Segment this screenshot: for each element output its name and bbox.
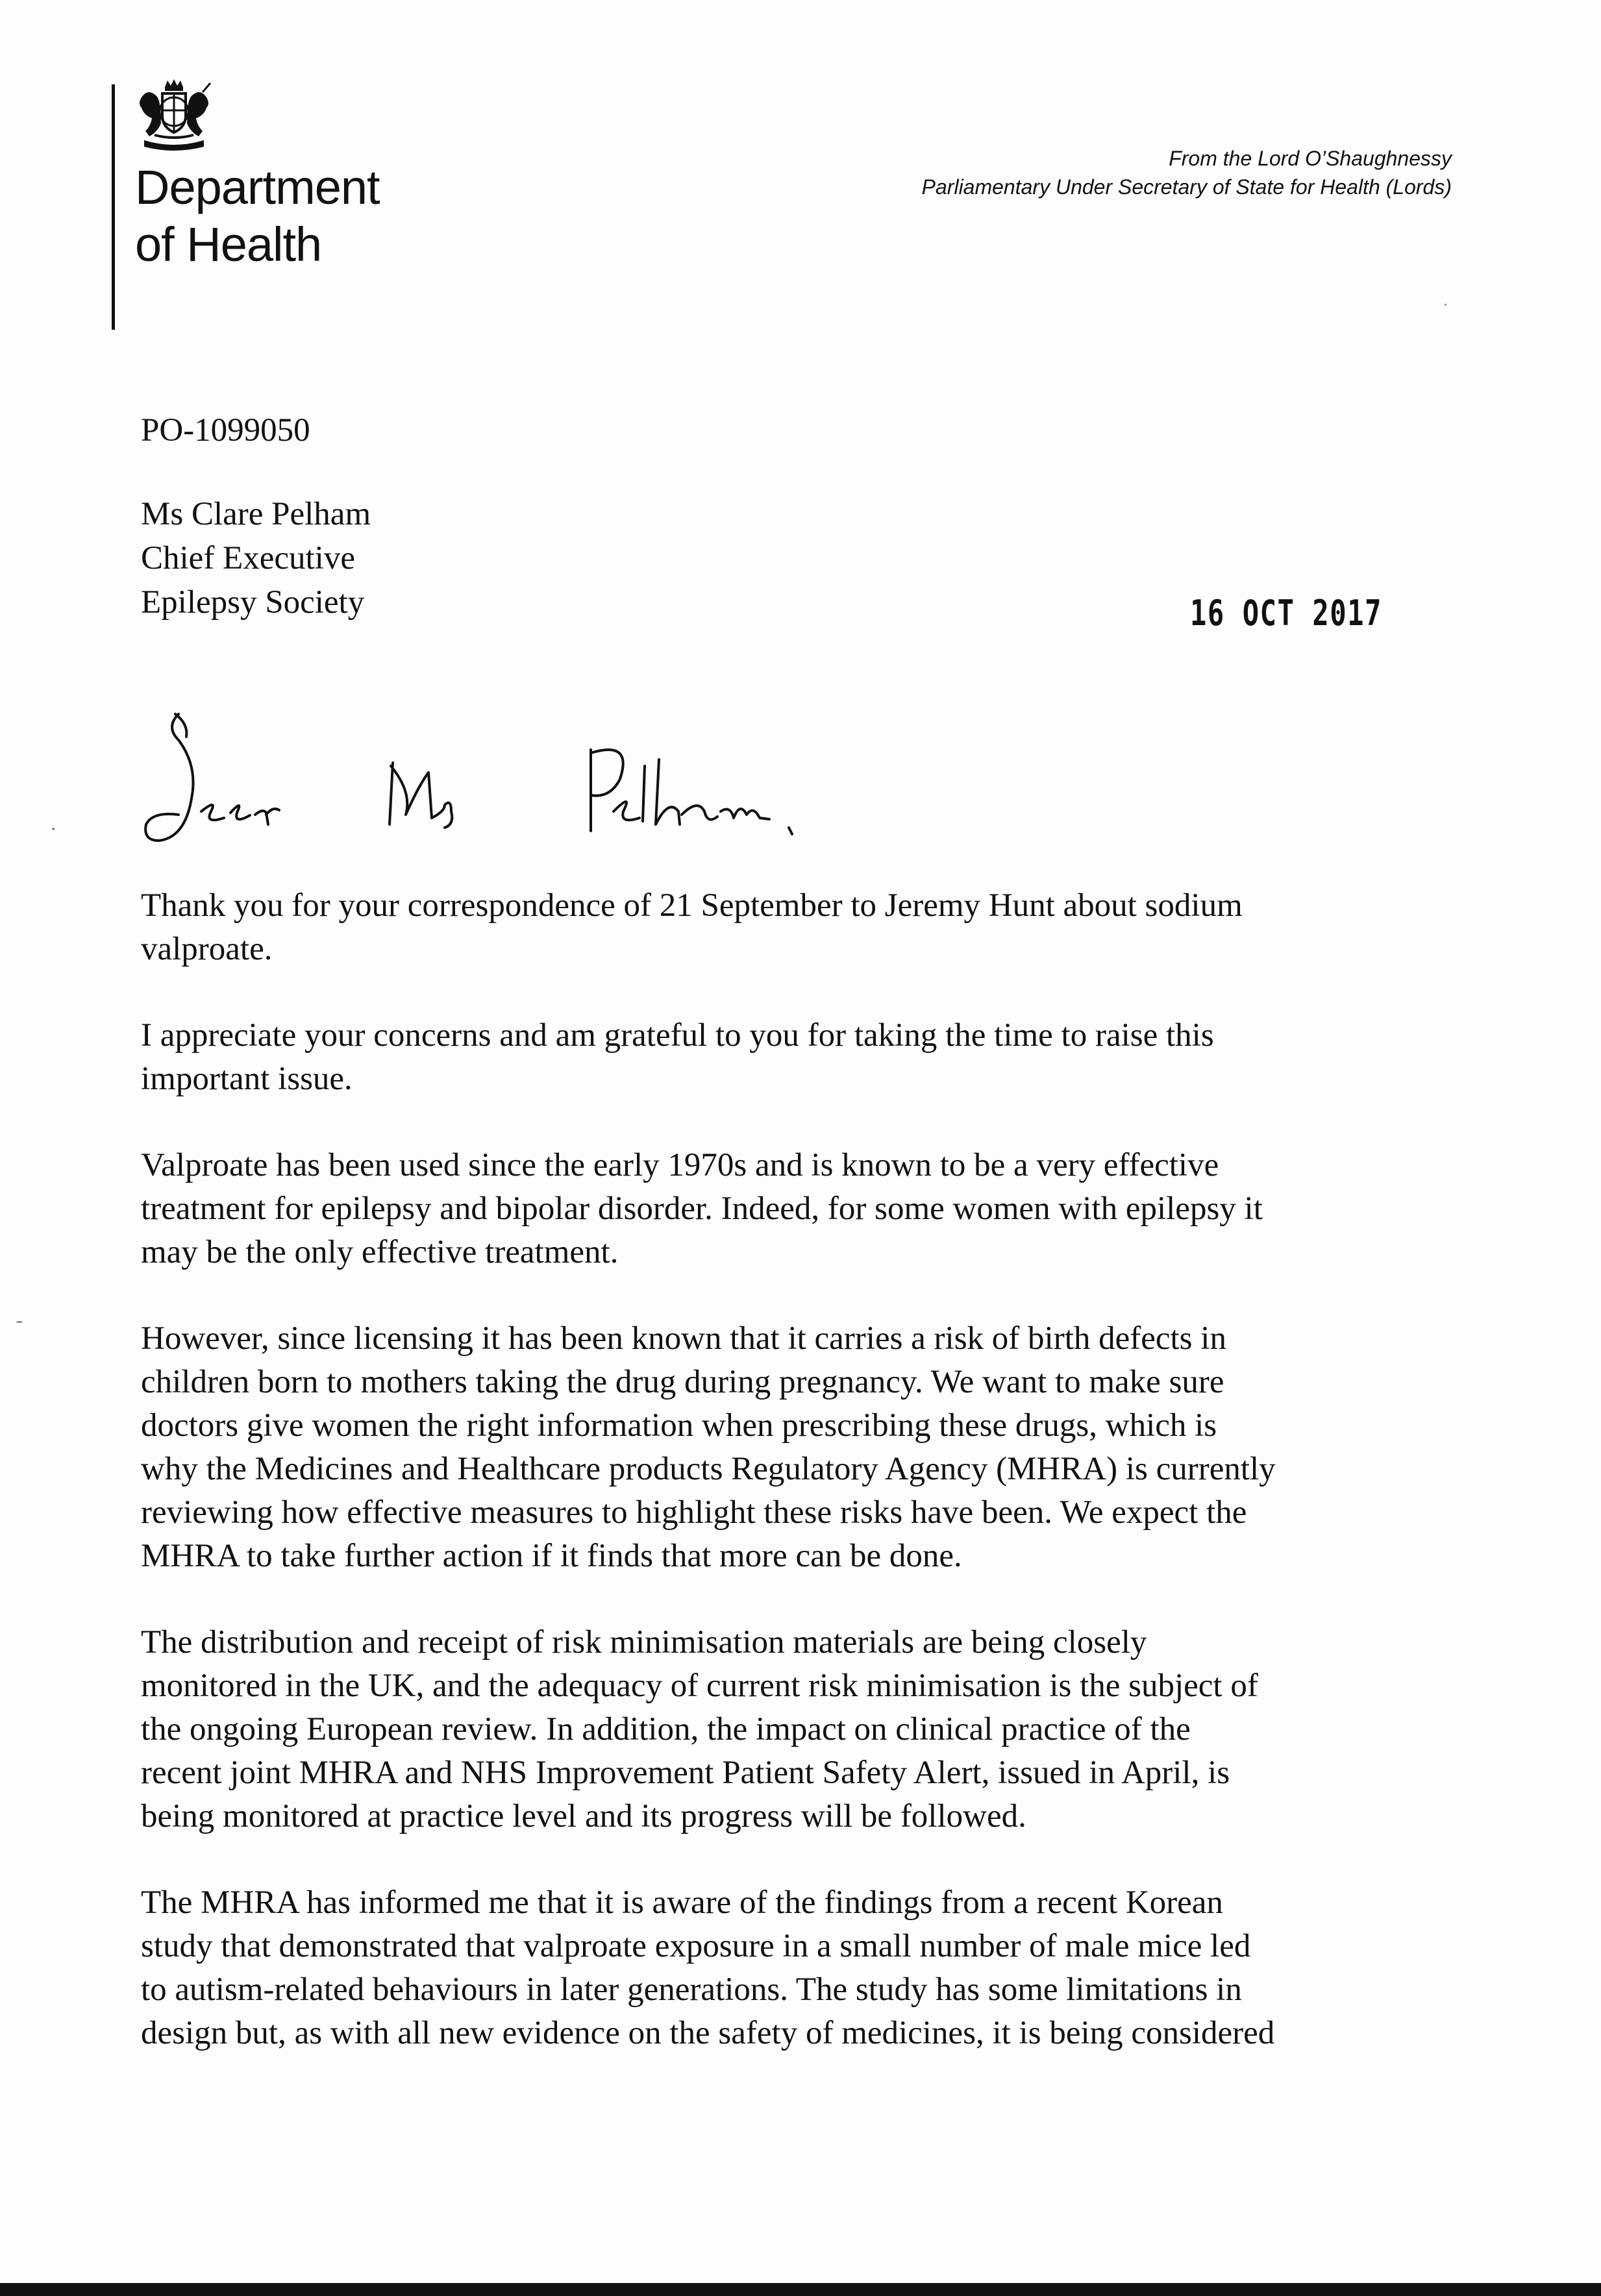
paragraph-line: However, since licensing it has been known that it carries a risk of birth defects in <box>141 1320 1226 1357</box>
recipient-address <box>141 492 371 624</box>
recipient-organisation: Epilepsy Society <box>141 584 365 621</box>
paragraph-2 <box>141 1014 1459 1101</box>
paragraph-line: The distribution and receipt of risk minimisation materials are being closely <box>141 1624 1147 1660</box>
paragraph-line: to autism-related behaviours in later generations. The study has some limitations in <box>141 1971 1242 2008</box>
paragraph-3 <box>141 1144 1459 1274</box>
date-stamp: 16 OCT 2017 <box>1190 593 1383 634</box>
paragraph-line: recent joint MHRA and NHS Improvement Patient Safety Alert, issued in April, is <box>141 1755 1230 1791</box>
paragraph-line: important issue. <box>141 1061 353 1097</box>
paragraph-6 <box>141 1881 1459 2055</box>
paragraph-4 <box>141 1317 1459 1578</box>
royal-coat-of-arms-icon <box>135 78 213 154</box>
paragraph-line: doctors give women the right information when prescribing these drugs, which is <box>141 1407 1217 1444</box>
paragraph-line: being monitored at practice level and its progress will be followed. <box>141 1798 1026 1834</box>
paragraph-line: study that demonstrated that valproate exposure in a small number of male mice led <box>141 1928 1251 1964</box>
sender-title: Parliamentary Under Secretary of State for Health (Lords) <box>921 175 1452 199</box>
paragraph-line: MHRA to take further action if it finds that more can be done. <box>141 1538 962 1574</box>
paragraph-line: the ongoing European review. In addition, the impact on clinical practice of the <box>141 1711 1191 1747</box>
paragraph-line: reviewing how effective measures to highlight these risks have been. We expect the <box>141 1494 1247 1531</box>
scan-speck <box>1445 304 1446 306</box>
recipient-title: Chief Executive <box>141 540 355 576</box>
letter-body <box>141 884 1459 2098</box>
paragraph-line: The MHRA has informed me that it is aware of the findings from a recent Korean <box>141 1884 1223 1921</box>
scan-speck <box>52 828 55 830</box>
department-of-health-logo <box>112 71 449 271</box>
logo-vertical-rule <box>112 84 115 330</box>
paragraph-line: treatment for epilepsy and bipolar disorder. Indeed, for some women with epilepsy it <box>141 1191 1263 1227</box>
paragraph-5 <box>141 1621 1459 1838</box>
department-name <box>135 159 380 273</box>
handwritten-salutation <box>140 701 873 857</box>
paragraph-1 <box>141 884 1459 971</box>
paragraph-line: design but, as with all new evidence on the safety of medicines, it is being considered <box>141 2015 1275 2051</box>
reference-number: PO-1099050 <box>141 412 310 449</box>
department-name-line-1: Department <box>135 160 380 214</box>
paragraph-line: children born to mothers taking the drug during pregnancy. We want to make sure <box>141 1364 1224 1400</box>
department-name-line-2: of Health <box>135 217 322 271</box>
paragraph-line: Thank you for your correspondence of 21 September to Jeremy Hunt about sodium <box>141 887 1243 924</box>
paragraph-line: I appreciate your concerns and am grateful to you for taking the time to raise this <box>141 1017 1214 1054</box>
recipient-name: Ms Clare Pelham <box>141 496 371 532</box>
paragraph-line: why the Medicines and Healthcare products Regulatory Agency (MHRA) is currently <box>141 1451 1276 1487</box>
paragraph-line: Valproate has been used since the early 1970s and is known to be a very effective <box>141 1147 1219 1183</box>
paragraph-line: valproate. <box>141 931 273 967</box>
scan-bottom-edge <box>0 2283 1601 2296</box>
sender-block <box>922 144 1452 201</box>
sender-name: From the Lord O’Shaughnessy <box>1169 147 1452 170</box>
paragraph-line: may be the only effective treatment. <box>141 1234 619 1270</box>
paragraph-line: monitored in the UK, and the adequacy of current risk minimisation is the subject of <box>141 1668 1258 1704</box>
scan-speck <box>16 1321 23 1323</box>
